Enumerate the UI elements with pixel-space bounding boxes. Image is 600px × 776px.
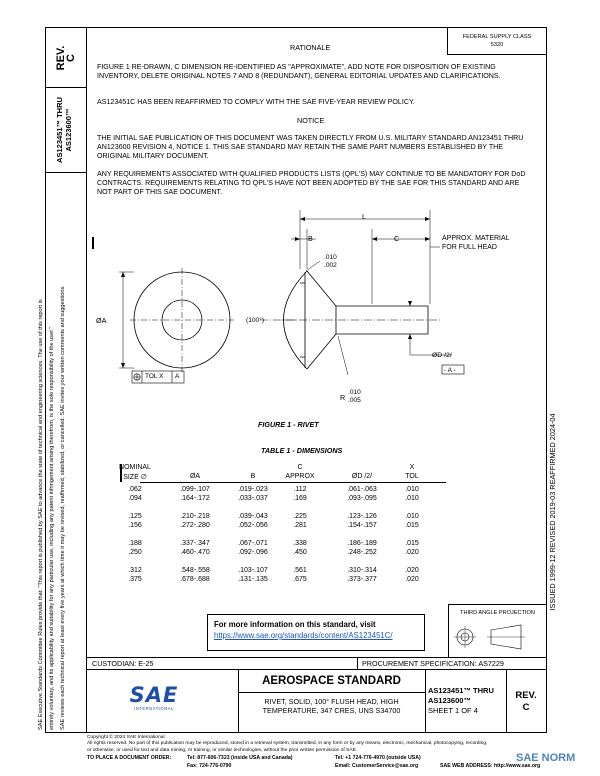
table-header-bottom: B [250,473,256,480]
datum-A-label: - A - [444,367,456,374]
table-header-bottom: SIZE ∅ [123,474,147,481]
order-fax: Fax: 724-776-0790 [187,763,232,769]
radius-label: R [340,393,346,402]
table-header-top: X [409,464,415,471]
table-cell: .067-.071 [238,540,268,547]
custodian-rule-top [86,657,547,658]
custodian-rule-bottom [86,669,547,670]
left-legal-notice: SAE Executive Standards Committee Rules provide that: "This report is published by SAE to advance the state of technical and engineering sciences. The use of this report is entirely voluntary, and its applicability and suitability for any particular use, including any patent infringement arising therefrom, is the sole responsibility of the user." SAE reviews each technical report at least every five years at which time it may be revised, reaffirmed, stabilized, or cancelled. SAE invites your written comments and suggestions. [38,285,66,730]
table-cell: .338 [293,540,307,547]
table-cell: .312 [128,567,142,574]
watermark: SAE NORM [516,752,576,764]
table-cell: .548-.558 [180,567,210,574]
dimensions-table [120,464,450,594]
table-cell: .093-.095 [347,495,377,502]
sae-logo [128,684,180,718]
table-cell: .020 [405,567,419,574]
table-cell: .131-.135 [238,576,268,583]
table-title: TABLE 1 - DIMENSIONS [261,446,343,455]
radius-tolerance: .010 .005 [348,389,361,404]
rationale-heading: RATIONALE [290,43,331,52]
rivet-top-view [119,268,234,372]
table-cell: .099-.107 [180,486,210,493]
table-cell: .272-.280 [180,522,210,529]
angle-label: (100°) [246,317,265,324]
custodian-divider [357,657,358,669]
tol-frame-tol: TOL X [145,373,164,380]
order-email: Email: CustomerService@sae.org [335,763,419,769]
dia-D-label: ØD /2/ [432,352,452,359]
table-header-bottom: APPROX [285,473,315,480]
procurement-spec: PROCUREMENT SPECIFICATION: AS7229 [362,659,504,668]
third-angle-symbol [449,616,545,654]
title-divider-2 [425,669,426,732]
change-bar-figure [92,237,94,249]
table-header-bottom: ØA [189,473,201,480]
dimension-arrows [121,217,430,368]
sae-logo-mark: SAE [129,683,179,707]
title-rule [238,692,425,693]
footer-rev: REV. C [515,690,537,713]
table-cell: .061-.063 [347,486,377,493]
order-label: TO PLACE A DOCUMENT ORDER: [87,755,172,761]
notice-heading: NOTICE [297,116,325,125]
document-history: ISSUED 1999-12 REVISED 2019-03 REAFFIRMED 2024-04 [548,413,557,611]
table-cell: .678-.688 [180,576,210,583]
standard-title: AEROSPACE STANDARD [262,675,401,687]
table-header-bottom: TOL [405,473,419,480]
table-cell: .010 [405,486,419,493]
standard-description: RIVET, SOLID, 100° FLUSH HEAD, HIGH TEMPERATURE, 347 CRES, UNS S34700 [262,697,401,715]
order-tel: Tel: 877-606-7323 (inside USA and Canada) [187,755,293,761]
table-cell: .250 [128,549,142,556]
table-cell: .039-.043 [238,513,268,520]
table-cell: .154-.157 [347,522,377,529]
third-angle-box [448,604,546,657]
figure-caption: FIGURE 1 - RIVET [258,420,319,429]
table-cell: .156 [128,522,142,529]
table-cell: .010 [405,495,419,502]
table-cell: .281 [293,522,307,529]
table-cell: .450 [293,549,307,556]
table-cell: .164-.172 [180,495,210,502]
dim-C-label: C [394,234,400,243]
table-cell: .103-.107 [238,567,268,574]
table-cell: .123-.126 [347,513,377,520]
dim-B-label: B [308,234,313,243]
table-cell: .020 [405,576,419,583]
copyright-block: Copyright © 2024 SAE International All rights reserved. No part of this publication may be reproduced, stored in a retrieval system, transmitted, in any form or by any means, electronic, mechanical, photocopying, recording, or otherwise, or used for text and data mining, AI training, or similar technologies, without the prior written permission of SAE. [87,735,488,753]
sae-web-address[interactable]: SAE WEB ADDRESS: http://www.sae.org [440,763,541,769]
approx-material-note: APPROX. MATERIAL FOR FULL HEAD [442,235,510,251]
table-cell: .310-.314 [347,567,377,574]
federal-supply-box: FEDERAL SUPPLY CLASS 5320 [447,27,546,55]
table-cell: .186-.189 [347,540,377,547]
table-cell: .052-.056 [238,522,268,529]
table-cell: .015 [405,540,419,547]
table-cell: .225 [293,513,307,520]
table-cell: .373-.377 [347,576,377,583]
table-cell: .033-.037 [238,495,268,502]
side-doc-ids: AS123451™ THRU AS123600™ [55,97,73,163]
head-tolerance: .010 .002 [324,254,337,269]
dim-L-label: L [362,212,366,221]
table-cell: .375 [128,576,142,583]
notice-text-2: ANY REQUIREMENTS ASSOCIATED WITH QUALIFIED PRODUCTS LISTS (QPL'S) MAY CONTINUE TO BE MANDATORY FOR DoD CONTRACTS. REQUIREMENTS RELATING TO QPL'S HAVE NOT BEEN ADOPTED BY THE SAE FOR THIS STANDARD AND ARE NOT PART OF THIS SAE DOCUMENT. [97,170,526,196]
table-cell: .188 [128,540,142,547]
table-cell: .125 [128,513,142,520]
table-cell: .020 [405,549,419,556]
side-rev-block: REV. C [55,45,77,71]
table-cell: .337-.347 [180,540,210,547]
notice-text-1: THE INITIAL SAE PUBLICATION OF THIS DOCUMENT WAS TAKEN DIRECTLY FROM U.S. MILITARY STANDARD AN123451 THRU AN123600 REVISION 4, NOTICE 1. THIS SAE STANDARD MAY RETAIN THE SAME PART NUMBERS ESTABLISHED BY THE ORIGINAL MILITARY DOCUMENT. [97,134,524,160]
table-cell: .112 [293,486,307,493]
table-cell: .561 [293,567,307,574]
table-header-top: NOMINAL [119,464,151,471]
table-cell: .094 [128,495,142,502]
document-number: AS123451™ THRU AS123600™ SHEET 1 OF 4 [428,686,494,715]
custodian: CUSTODIAN: E-25 [92,659,154,668]
more-info-link[interactable]: https://www.sae.org/standards/content/AS123451C/ [214,631,393,640]
table-header-top: C [297,464,303,471]
tol-frame-datum: A [175,373,180,380]
rationale-text: FIGURE 1 RE-DRAWN, C DIMENSION RE-IDENTIFIED AS "APPROXIMATE", ADD NOTE FOR DISPOSITION OF EXISTING INVENTORY, DELETE ORIGINAL NOTES 7 AND 8 (REDUNDANT), GENERAL EDITORIAL UPDATES AND CLARIFICATIONS. [97,63,501,80]
reaffirmed-text: AS123451C HAS BEEN REAFFIRMED TO COMPLY WITH THE SAE FIVE-YEAR REVIEW POLICY. [97,98,415,106]
table-cell: .019-.023 [238,486,268,493]
table-cell: .062 [128,486,142,493]
third-angle-label: THIRD ANGLE PROJECTION [460,610,535,616]
frame-left [86,27,87,733]
more-info-box [207,614,425,651]
table-cell: .169 [293,495,307,502]
table-cell: .460-.470 [180,549,210,556]
frame-bottom [45,732,547,733]
table-cell: .010 [405,513,419,520]
table-cell: .248-.252 [347,549,377,556]
table-cell: .675 [293,576,307,583]
table-header-bottom: ØD /2/ [351,473,373,480]
dia-A-label: ØA [96,316,107,325]
more-info-text: For more information on this standard, visit [214,620,376,629]
table-cell: .092-.096 [238,549,268,556]
sae-logo-sub: INTERNATIONAL [134,706,174,711]
table-cell: .015 [405,522,419,529]
table-header-rule [140,482,446,483]
table-cell: .210-.218 [180,513,210,520]
order-tel-outside: Tel: +1 724-776-4970 (outside USA) [335,755,421,761]
